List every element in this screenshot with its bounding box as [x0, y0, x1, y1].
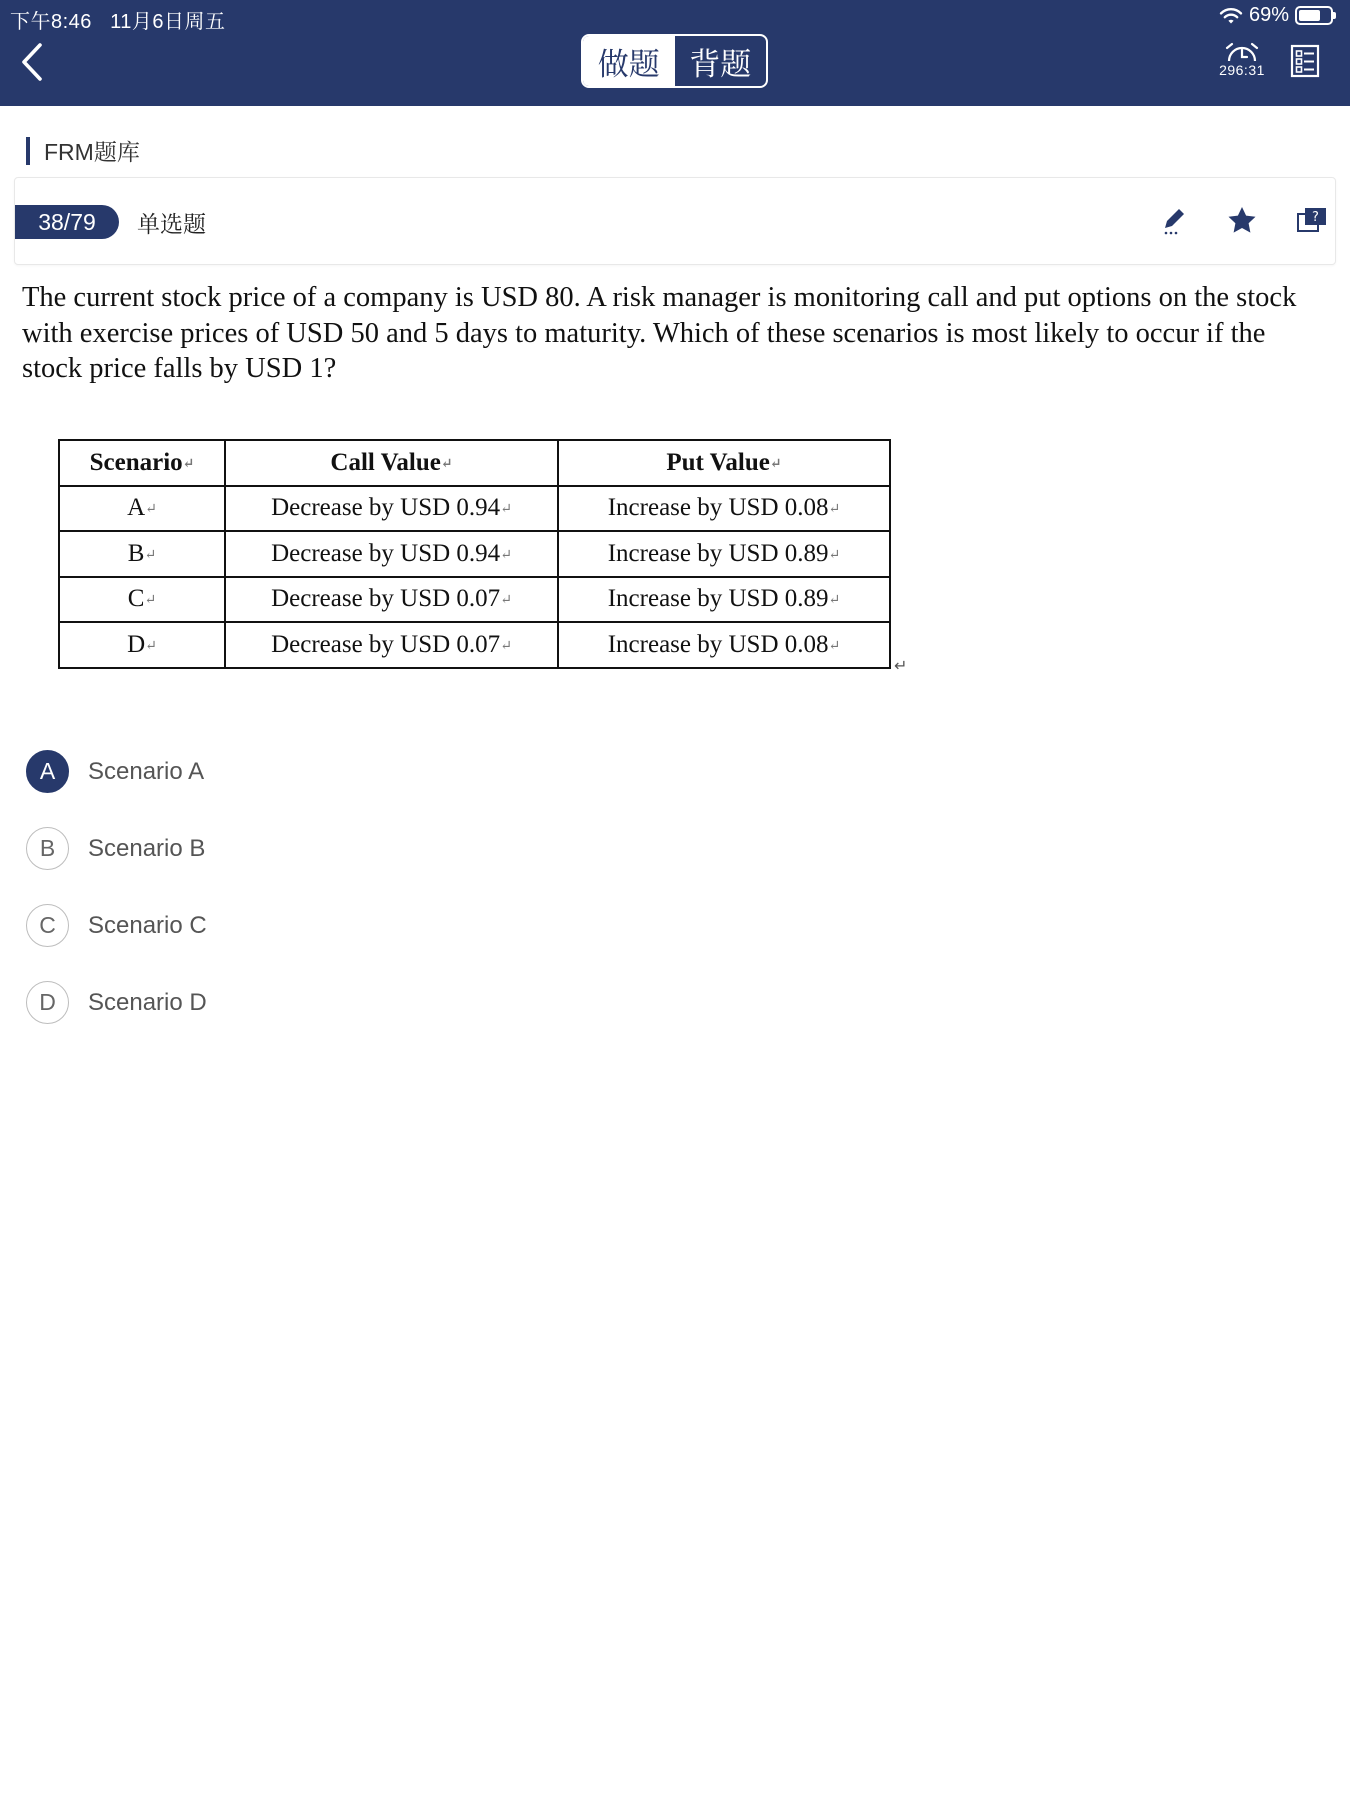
table-row: [59, 622, 890, 668]
scenario-table: [58, 439, 891, 669]
table-header-cell: Scenario↵: [59, 440, 225, 486]
paragraph-mark: ↵: [894, 656, 908, 675]
table-cell: Increase by USD 0.08↵: [558, 486, 890, 532]
question-info-bar: [14, 177, 1336, 265]
option-label: Scenario C: [88, 911, 207, 939]
option-a[interactable]: [26, 750, 204, 793]
favorite-button[interactable]: [1225, 204, 1259, 238]
subject-header: [26, 134, 140, 167]
edit-note-icon: [1156, 204, 1190, 238]
chevron-left-icon: [14, 40, 50, 84]
table-header-cell: Put Value↵: [558, 440, 890, 486]
battery-level: [1299, 10, 1320, 21]
battery-percent: 69%: [1248, 4, 1289, 26]
table-row: [59, 486, 890, 532]
top-bar: [0, 0, 1350, 106]
question-text: The current stock price of a company is USD 80. A risk manager is monitoring call and put options on the stock with exercise prices of USD 50 and 5 days to maturity. Which of these scenarios is most likely to occur if the stock price falls by USD 1?: [22, 282, 1297, 384]
option-letter: A: [26, 750, 69, 793]
table-row: [59, 577, 890, 623]
table-cell: Increase by USD 0.89↵: [558, 577, 890, 623]
wifi-icon: [1219, 7, 1243, 25]
option-label: Scenario A: [88, 757, 205, 785]
alarm-clock-icon: [1214, 40, 1270, 64]
option-label: Scenario D: [88, 988, 207, 1016]
back-button[interactable]: [14, 40, 50, 84]
tab-review[interactable]: 背题: [689, 46, 752, 82]
subject-accent-bar: [26, 137, 30, 165]
table-cell: Increase by USD 0.89↵: [558, 531, 890, 577]
table-row: [59, 531, 890, 577]
star-icon: [1225, 204, 1259, 238]
question-feedback-button[interactable]: [1295, 204, 1329, 238]
option-b[interactable]: [26, 827, 205, 870]
timer-text: 296:31: [1219, 62, 1265, 78]
table-cell: Decrease by USD 0.07↵: [225, 622, 558, 668]
edit-note-button[interactable]: [1156, 204, 1190, 238]
timer-button[interactable]: [1214, 40, 1270, 84]
subject-title: FRM题库: [44, 139, 140, 165]
table-cell: Decrease by USD 0.94↵: [225, 486, 558, 532]
option-c[interactable]: [26, 904, 207, 947]
status-time: [10, 5, 226, 34]
answer-sheet-icon: [1290, 44, 1320, 78]
tab-practice[interactable]: 做题: [583, 36, 675, 86]
answer-sheet-button[interactable]: [1290, 44, 1320, 78]
svg-text:?: ?: [1312, 210, 1319, 225]
table-cell: B↵: [59, 531, 225, 577]
status-clock: 下午8:46: [10, 11, 92, 33]
status-date: 11月6日周五: [110, 11, 226, 33]
option-letter: B: [26, 827, 69, 870]
table-cell: Decrease by USD 0.94↵: [225, 531, 558, 577]
question-feedback-icon: [1295, 204, 1329, 238]
table-cell: Decrease by USD 0.07↵: [225, 577, 558, 623]
table-cell: C↵: [59, 577, 225, 623]
table-cell: D↵: [59, 622, 225, 668]
mode-switch: [581, 34, 768, 88]
table-header-cell: Call Value↵: [225, 440, 558, 486]
status-indicators: [1219, 4, 1336, 27]
option-label: Scenario B: [88, 834, 206, 862]
option-letter: C: [26, 904, 69, 947]
table-header-row: [59, 440, 890, 486]
question-type: 单选题: [137, 211, 206, 237]
question-number-badge: 38/79: [15, 205, 119, 239]
table-cell: A↵: [59, 486, 225, 532]
table-cell: Increase by USD 0.08↵: [558, 622, 890, 668]
battery-icon: [1295, 6, 1333, 25]
option-letter: D: [26, 981, 69, 1024]
option-d[interactable]: [26, 981, 207, 1024]
